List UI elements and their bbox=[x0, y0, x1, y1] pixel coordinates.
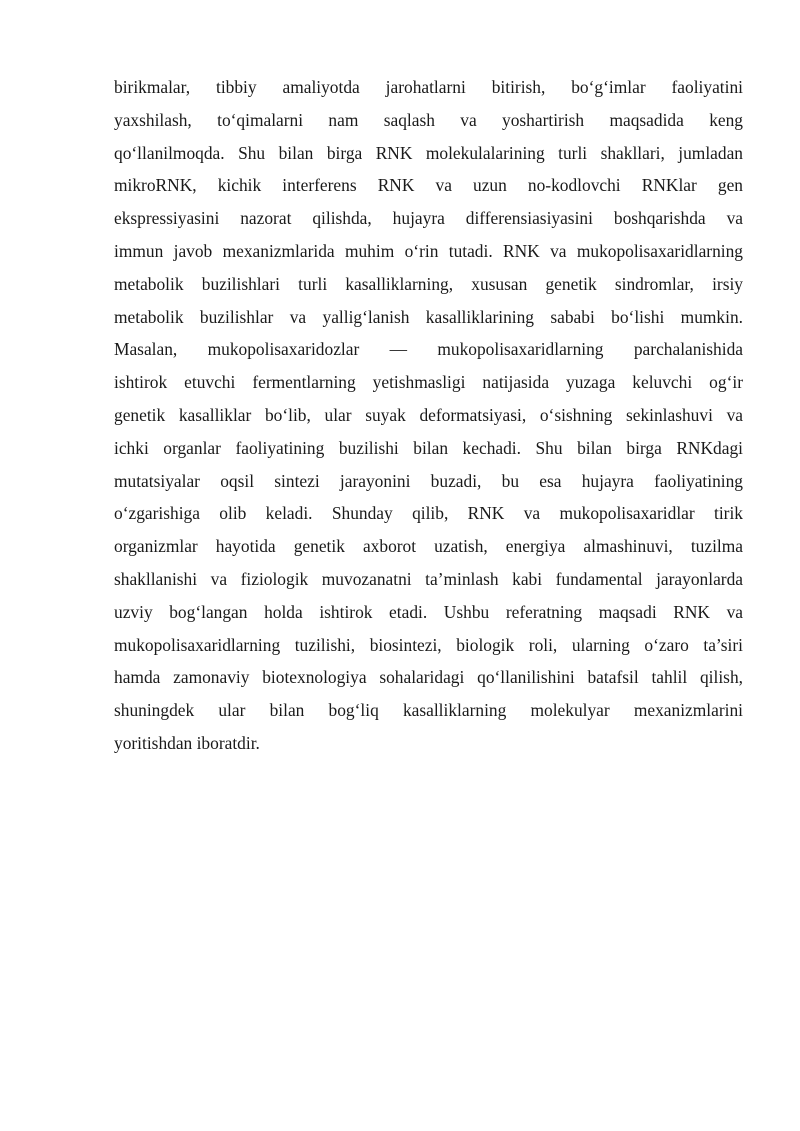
paragraph-line: ichki organlar faoliyatining buzilishi bilan kechadi. Shu bilan birga RNKdagi bbox=[114, 437, 743, 458]
paragraph-line: mukopolisaxaridlarning tuzilishi, biosintezi, biologik roli, ularning o‘zaro ta’siri bbox=[114, 634, 743, 655]
paragraph-line: yaxshilash, to‘qimalarni nam saqlash va yoshartirish maqsadida keng bbox=[114, 109, 743, 130]
paragraph-line: uzviy bog‘langan holda ishtirok etadi. Ushbu referatning maqsadi RNK va bbox=[114, 601, 743, 622]
paragraph-line: organizmlar hayotida genetik axborot uzatish, energiya almashinuvi, tuzilma bbox=[114, 536, 743, 557]
paragraph-line: birikmalar, tibbiy amaliyotda jarohatlarni bitirish, bo‘g‘imlar faoliyatini bbox=[114, 77, 743, 97]
paragraph-line: o‘zgarishiga olib keladi. Shunday qilib, RNK va mukopolisaxaridlar tirik bbox=[114, 503, 743, 524]
paragraph-line: ishtirok etuvchi fermentlarning yetishmasligi natijasida yuzaga keluvchi og‘ir bbox=[114, 372, 743, 393]
paragraph-line: metabolik buzilishlari turli kasalliklarning, xususan genetik sindromlar, irsiy bbox=[114, 273, 743, 294]
paragraph-line: mutatsiyalar oqsil sintezi jarayonini buzadi, bu esa hujayra faoliyatining bbox=[114, 470, 743, 491]
paragraph-line: ekspressiyasini nazorat qilishda, hujayra differensiasiyasini boshqarishda va bbox=[114, 208, 743, 229]
paragraph-line: immun javob mexanizmlarida muhim o‘rin tutadi. RNK va mukopolisaxaridlarning bbox=[114, 240, 743, 261]
body-paragraph bbox=[114, 71, 743, 760]
paragraph-line: qo‘llanilmoqda. Shu bilan birga RNK molekulalarining turli shakllari, jumladan bbox=[114, 142, 743, 163]
paragraph-line: hamda zamonaviy biotexnologiya sohalaridagi qo‘llanilishini batafsil tahlil qilish, bbox=[114, 667, 743, 688]
paragraph-line: yoritishdan iboratdir. bbox=[114, 732, 260, 753]
paragraph-line: metabolik buzilishlar va yallig‘lanish kasalliklarining sababi bo‘lishi mumkin. bbox=[114, 306, 743, 327]
paragraph-line: shakllanishi va fiziologik muvozanatni ta’minlash kabi fundamental jarayonlarda bbox=[114, 568, 743, 589]
paragraph-line: genetik kasalliklar bo‘lib, ular suyak deformatsiyasi, o‘sishning sekinlashuvi va bbox=[114, 404, 743, 425]
paragraph-line: Masalan, mukopolisaxaridozlar — mukopolisaxaridlarning parchalanishida bbox=[114, 339, 743, 360]
paragraph-line: shuningdek ular bilan bog‘liq kasalliklarning molekulyar mexanizmlarini bbox=[114, 700, 743, 721]
paragraph-line: mikroRNK, kichik interferens RNK va uzun no-kodlovchi RNKlar gen bbox=[114, 175, 743, 196]
